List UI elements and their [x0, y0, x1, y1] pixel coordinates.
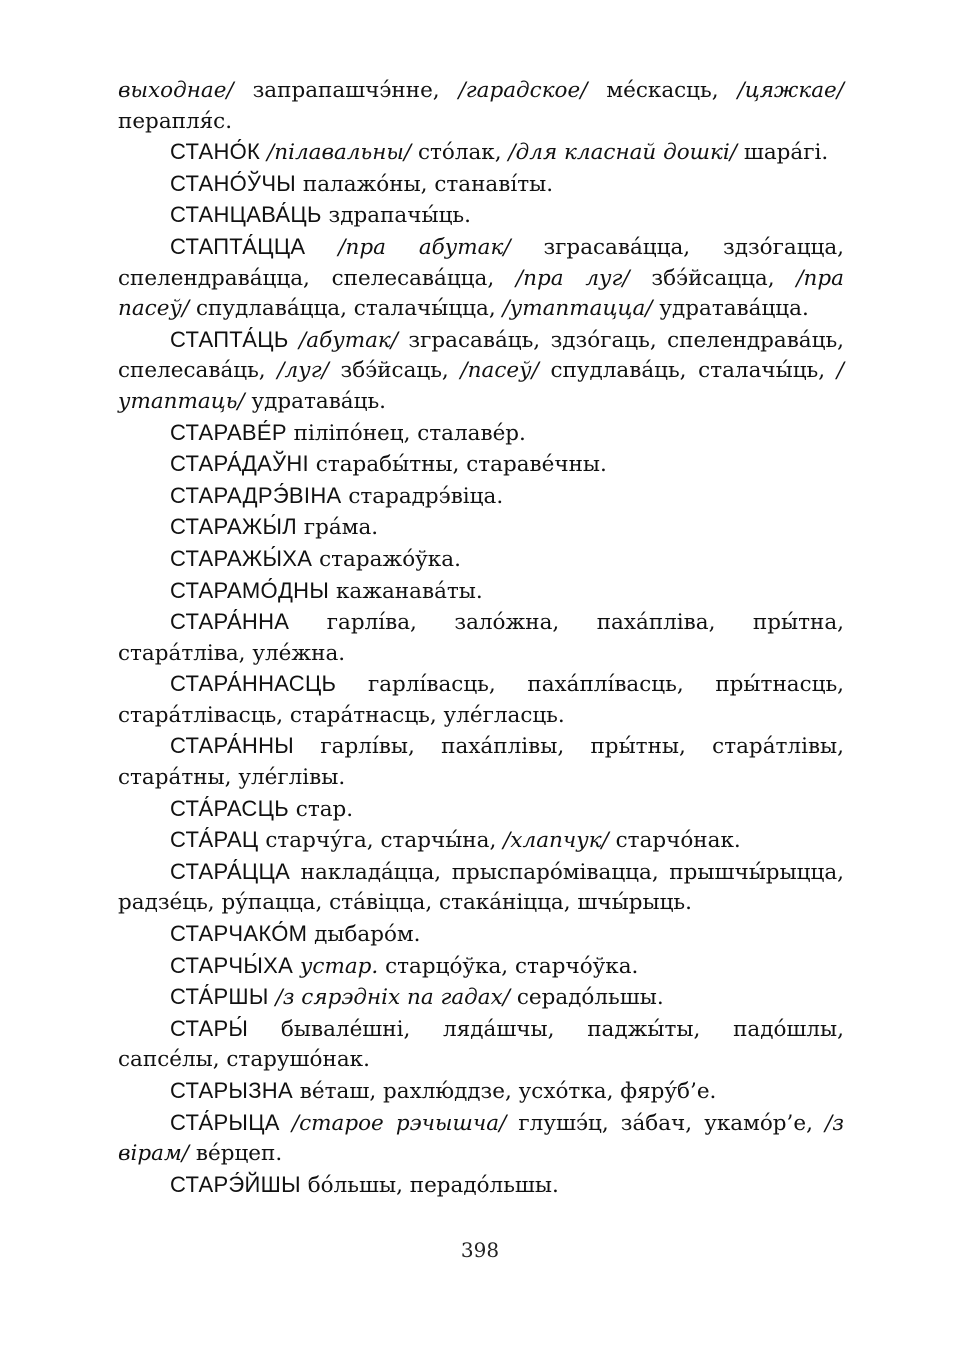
entry-paragraph [118, 200, 844, 232]
synonyms-text: запрапашчэ́нне, [233, 78, 459, 103]
headword: СТАРА́ННА [170, 609, 290, 635]
synonyms-text: гарлі́вы, паха́плівы, пры́тны, стара́тлівы, стара́тны, уле́глівы. [118, 734, 844, 791]
headword: СТАРАЖЫ́Л [170, 514, 298, 540]
dictionary-entry [118, 951, 844, 983]
dictionary-entry [118, 1014, 844, 1076]
entry-paragraph [118, 1014, 844, 1076]
entry-paragraph [118, 951, 844, 983]
dictionary-entry [118, 825, 844, 857]
synonyms-text: гарлі́васць, паха́плі́васць, пры́тнасць, стара́тлівасць, стара́тнасць, уле́гласць. [118, 672, 844, 728]
entry-paragraph [118, 232, 844, 325]
entry-paragraph [118, 137, 844, 169]
synonyms-text: старабы́тны, стараве́чны. [308, 452, 607, 478]
usage-note: /з сярэдніх па гадах/ [268, 985, 510, 1011]
synonyms-text: глушэ́ц, за́бач, укамо́р’е, [506, 1110, 826, 1136]
synonyms-text: перапля́с. [118, 108, 233, 134]
usage-note: /з вірам/ [118, 1110, 844, 1167]
synonyms-text: старажо́ўка. [312, 546, 461, 572]
headword: СТАРАМО́ДНЫ [170, 577, 330, 603]
continuation-text [118, 76, 844, 137]
entry-paragraph [118, 794, 844, 826]
headword: СТАНЦАВА́ЦЬ [170, 202, 322, 228]
dictionary-entry [118, 544, 844, 576]
synonyms-text: спудлава́цца, сталачы́цца, [189, 296, 503, 322]
synonyms-text: наклада́цца, прыспаро́мівацца, прышчы́рыцца, радзе́ць, ру́пацца, ста́віцца, стака́ніцца, шчы́рыць. [118, 859, 844, 916]
synonyms-text: кажанава́ты. [329, 578, 483, 604]
synonyms-text: старчо́нак. [608, 828, 741, 854]
headword: СТАРАДРЭ́ВІНА [170, 482, 342, 508]
dictionary-entry [118, 1108, 844, 1170]
headword: СТАРЧАКО́М [170, 921, 308, 947]
synonyms-text: ве́таш, рахлю́ддзе, усхо́тка, фяру́б’е. [292, 1079, 717, 1104]
headword: СТАРА́ННЫ [170, 733, 295, 759]
synonyms-text: дыбаро́м. [307, 922, 421, 948]
synonyms-text: старцо́ўка, старчо́ўка. [378, 953, 639, 979]
dictionary-entry [118, 794, 844, 826]
synonyms-text: серадо́льшы. [510, 985, 664, 1011]
synonyms-text: ме́скасць, [587, 78, 738, 103]
headword: СТА́РЫЦА [170, 1109, 280, 1135]
synonyms-text: здрапачы́ць. [321, 203, 471, 229]
entry-paragraph [118, 857, 844, 919]
entry-paragraph [118, 1076, 844, 1108]
synonyms-text: зграсава́ць, здзо́гаць, спелендрава́ць, спелесава́ць, [118, 327, 844, 384]
synonyms-text: піліпо́нец, сталаве́р. [286, 420, 526, 446]
dictionary-entry [118, 731, 844, 793]
entry-paragraph [118, 607, 844, 669]
synonyms-text: удратава́цца. [652, 296, 809, 322]
usage-note: /пасеў/ [460, 358, 539, 384]
usage-note: /старое рэчышча/ [279, 1110, 507, 1136]
dictionary-entry [118, 669, 844, 731]
entry-paragraph [118, 669, 844, 731]
dictionary-entry [118, 418, 844, 450]
entry-paragraph [118, 982, 844, 1014]
dictionary-entry [118, 982, 844, 1014]
synonyms-text: стар. [288, 796, 354, 822]
headword: СТАРЫ́ [170, 1015, 249, 1041]
usage-note: /утаптацца/ [502, 296, 653, 322]
headword: СТАРА́ННАСЦЬ [170, 671, 337, 697]
dictionary-entry [118, 1170, 844, 1202]
dictionary-entry [118, 232, 844, 325]
dictionary-entry [118, 137, 844, 169]
synonyms-text: гра́ма. [297, 515, 379, 541]
continuation-paragraph [118, 76, 844, 137]
entry-paragraph [118, 449, 844, 481]
dictionary-entry [118, 919, 844, 951]
dictionary-entry [118, 1076, 844, 1108]
headword: СТАРАВЕ́Р [170, 419, 287, 445]
page-number: 398 [460, 1238, 500, 1262]
headword: СТАРА́ДАЎНІ [170, 451, 309, 477]
dictionary-entry [118, 200, 844, 232]
entry-paragraph [118, 418, 844, 450]
usage-note: /пра абутак/ [305, 234, 544, 260]
synonyms-text: збэ́йсацца, [651, 265, 797, 291]
synonyms-text: удратава́ць. [244, 388, 386, 414]
usage-note: /пілавальны/ [260, 140, 418, 166]
dictionary-page [118, 76, 844, 1201]
entry-paragraph [118, 919, 844, 951]
usage-note: /пра пасеў/ [118, 265, 844, 322]
dictionary-entry [118, 169, 844, 201]
dictionary-entry [118, 449, 844, 481]
synonyms-text: бо́льшы, перадо́льшы. [300, 1172, 559, 1198]
dictionary-entry [118, 576, 844, 608]
headword: СТА́РШЫ [170, 984, 269, 1010]
entry-paragraph [118, 576, 844, 608]
headword: СТАНО́К [170, 139, 261, 165]
headword: СТАРЭ́ЙШЫ [170, 1171, 301, 1197]
usage-note: /абутак/ [288, 327, 409, 353]
entries-list [118, 137, 844, 1201]
usage-note: /луг/ [277, 358, 341, 384]
headword: СТАПТА́ЦЬ [170, 326, 289, 352]
usage-note: /пра луг/ [515, 265, 652, 291]
synonyms-text: сто́лак, [417, 140, 509, 166]
dictionary-entry [118, 481, 844, 513]
usage-note: /гарадское/ [458, 78, 588, 103]
headword: СТАРЧЫ́ХА [170, 952, 294, 978]
entry-paragraph [118, 169, 844, 201]
synonyms-text: зграсава́цца, здзо́гацца, спелендрава́цца, спелесава́цца, [118, 234, 844, 291]
entry-paragraph [118, 481, 844, 513]
headword: СТА́РАЦ [170, 827, 259, 853]
usage-note: /утаптаць/ [118, 358, 844, 414]
entry-paragraph [118, 325, 844, 418]
headword: СТАРАЖЫ́ХА [170, 545, 313, 571]
dictionary-entry [118, 512, 844, 544]
entry-paragraph [118, 544, 844, 576]
headword: СТАРЫЗНА [170, 1078, 293, 1103]
entry-paragraph [118, 1108, 844, 1170]
synonyms-text: ве́рцеп. [189, 1141, 283, 1167]
synonyms-text: збэ́йсаць, [340, 358, 461, 384]
synonyms-text: спудлава́ць, сталачы́ць, [538, 358, 837, 384]
synonyms-text: старчу́га, старчы́на, [258, 828, 504, 854]
synonyms-text [293, 954, 300, 979]
entry-paragraph [118, 512, 844, 544]
synonyms-text: бывале́шні, ляда́шчы, паджы́ты, падо́шлы, сапсе́лы, старушо́нак. [118, 1016, 844, 1073]
synonyms-text: гарлі́ва, зало́жна, паха́пліва, пры́тна, стара́тліва, уле́жна. [118, 610, 844, 666]
entry-paragraph [118, 731, 844, 793]
headword: СТА́РАСЦЬ [170, 795, 289, 821]
usage-note: /цяжкае/ [737, 78, 844, 103]
usage-note: устар. [299, 953, 379, 979]
usage-note: /хлапчук/ [503, 828, 609, 854]
entry-paragraph [118, 1170, 844, 1202]
dictionary-entry [118, 857, 844, 919]
dictionary-entry [118, 325, 844, 418]
synonyms-text: палажо́ны, станаві́ты. [296, 171, 554, 197]
entry-paragraph [118, 825, 844, 857]
synonyms-text: старадрэ́віца. [341, 483, 504, 509]
dictionary-entry [118, 607, 844, 669]
headword: СТАНО́ЎЧЫ [170, 170, 297, 196]
headword: СТАРА́ЦЦА [170, 858, 291, 884]
usage-note: /для класнай дошкі/ [508, 140, 737, 166]
synonyms-text: шара́гі. [737, 140, 829, 166]
headword: СТАПТА́ЦЦА [170, 233, 306, 259]
usage-note: выходнае/ [118, 78, 234, 103]
